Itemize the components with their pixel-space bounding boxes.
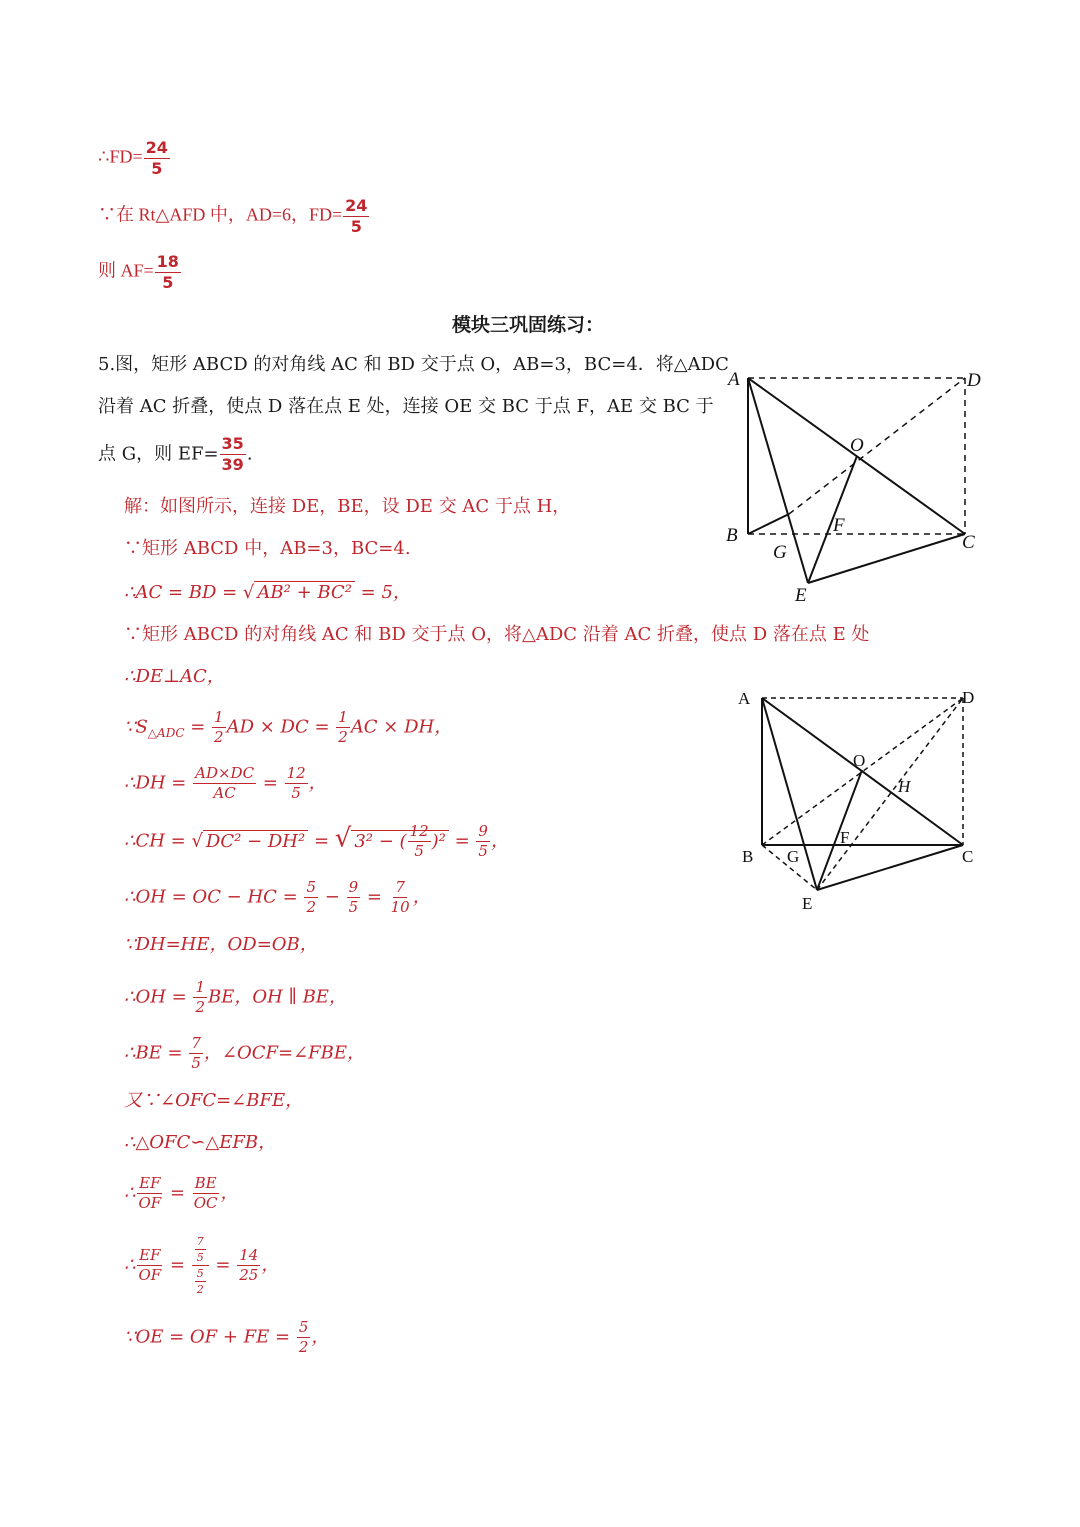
point-label-d: D <box>967 370 981 391</box>
point-label-c: C <box>962 847 974 866</box>
point-label-g: G <box>787 847 800 866</box>
fraction: $\frac{18}{5}$ <box>156 252 179 292</box>
segment-bd <box>789 378 965 514</box>
fraction: $\frac{EF}{OF}$ <box>138 1246 162 1284</box>
fraction: $\frac{14}{25}$ <box>239 1246 259 1284</box>
point-label-f: F <box>840 828 850 847</box>
prev-line-2: ∵在 Rt△AFD 中，AD=6，FD= $\frac{24}{5}$ <box>98 196 368 236</box>
fraction: $\frac{7}{5}$ <box>191 1034 201 1072</box>
solution-step: $\because S_{\triangle ADC}$ = $\frac{1}{2}$ AD × DC = $\frac{1}{2}$ AC × DH， <box>124 708 453 746</box>
solution-step: 又∵∠OFC=∠BFE， <box>124 1090 304 1111</box>
problem-line-2: 沿着 AC 折叠，使点 D 落在点 E 处，连接 OE 交 BC 于点 F，AE 交 BC 于 <box>98 396 714 417</box>
fraction: $\frac{12}{5}$ <box>409 822 429 860</box>
geometry-figure-2 <box>730 680 990 915</box>
prev-line-1: ∴FD= $\frac{24}{5}$ <box>98 138 168 178</box>
fraction: $\frac{5}{2}$ <box>306 878 317 916</box>
section-title: 模块三巩固练习： <box>452 314 605 336</box>
solution-step: ∴BE = $\frac{7}{5}$ ，∠OCF=∠FBE， <box>124 1034 366 1072</box>
point-label-f: F <box>833 515 845 536</box>
solution-step: ∴△OFC∽△EFB， <box>124 1132 277 1153</box>
segment-bg <box>748 514 789 534</box>
complex-fraction: $\frac{\frac{7}{5}}{\frac{5}{2}}$ <box>192 1236 209 1295</box>
point-label-e: E <box>795 585 807 606</box>
fraction: $\frac{9}{5}$ <box>478 822 488 860</box>
prev-line-3: 则 AF= $\frac{18}{5}$ <box>98 252 179 292</box>
point-label-b: B <box>742 847 754 866</box>
fraction: $\frac{1}{2}$ <box>338 708 348 746</box>
fraction: $\frac{BE}{OC}$ <box>193 1174 218 1212</box>
fraction: $\frac{1}{2}$ <box>214 708 224 746</box>
solution-step: ∴OH = OC − HC = $\frac{5}{2}$ − $\frac{9}{5}$ = $\frac{7}{10}$ ， <box>124 878 431 916</box>
solution-step: ∴OH = $\frac{1}{2}$ BE，OH ∥ BE， <box>124 978 347 1016</box>
point-label-d: D <box>962 688 975 707</box>
point-label-o: O <box>853 751 866 770</box>
solution-step: ∴DH = $\frac{AD\times DC}{AC}$ = $\frac{12}{5}$ ， <box>124 764 327 802</box>
answer-fraction: $\frac{35}{39}$ <box>221 434 244 474</box>
segment-ec <box>808 534 965 583</box>
fraction: $\frac{24}{5}$ <box>345 196 368 236</box>
problem-line-1: 5.图，矩形 ABCD 的对角线 AC 和 BD 交于点 O，AB=3，BC=4．将△ADC <box>98 354 729 375</box>
problem-line-3: 点 G，则 EF= $\frac{35}{39}$ . <box>98 434 253 474</box>
solution-step: ∴ $\frac{EF}{OF}$ = $\frac{\frac{7}{5}}{\frac{5}{2}}$ = $\frac{14}{25}$ ， <box>124 1235 280 1296</box>
fraction: $\frac{AD\times DC}{AC}$ <box>195 764 255 802</box>
point-label-a: A <box>738 689 751 708</box>
fraction: $\frac{1}{2}$ <box>195 978 205 1016</box>
fraction: $\frac{EF}{OF}$ <box>138 1174 162 1212</box>
fraction: $\frac{9}{5}$ <box>348 878 359 916</box>
point-label-c: C <box>962 532 975 553</box>
point-label-a: A <box>728 369 740 390</box>
solution-step: ∵DH=HE，OD=OB， <box>124 934 318 955</box>
solution-step: ∴DE⊥AC， <box>124 666 225 687</box>
solution-step: ∵矩形 ABCD 中，AB=3，BC=4. <box>124 538 411 559</box>
fraction: $\frac{7}{10}$ <box>390 878 410 916</box>
solution-step: ∵矩形 ABCD 的对角线 AC 和 BD 交于点 O，将△ADC 沿着 AC 折叠，使点 D 落在点 E 处 <box>124 624 870 645</box>
solution-step: 解：如图所示，连接 DE，BE，设 DE 交 AC 于点 H， <box>124 496 571 517</box>
point-label-h: H <box>898 777 911 796</box>
solution-step: ∴ $\frac{EF}{OF}$ = $\frac{BE}{OC}$ ， <box>124 1174 239 1212</box>
point-label-e: E <box>802 894 813 913</box>
point-label-g: G <box>773 542 787 563</box>
segment-de <box>817 698 963 890</box>
point-label-o: O <box>850 435 864 456</box>
fraction: $\frac{24}{5}$ <box>145 138 168 178</box>
geometry-figure-1 <box>720 360 990 610</box>
fraction: $\frac{12}{5}$ <box>286 764 306 802</box>
solution-step: ∴CH = √ DC² − DH² = √ 3² − ( $\frac{12}{5}$ )² = $\frac{9}{5}$ ， <box>124 822 509 860</box>
solution-step: ∵OE = OF + FE = $\frac{5}{2}$ ， <box>124 1318 330 1356</box>
segment-ec <box>817 845 963 890</box>
fraction: $\frac{5}{2}$ <box>298 1318 309 1356</box>
solution-step: ∴AC = BD = √ AB² + BC² = 5， <box>124 582 411 603</box>
point-label-b: B <box>726 525 738 546</box>
